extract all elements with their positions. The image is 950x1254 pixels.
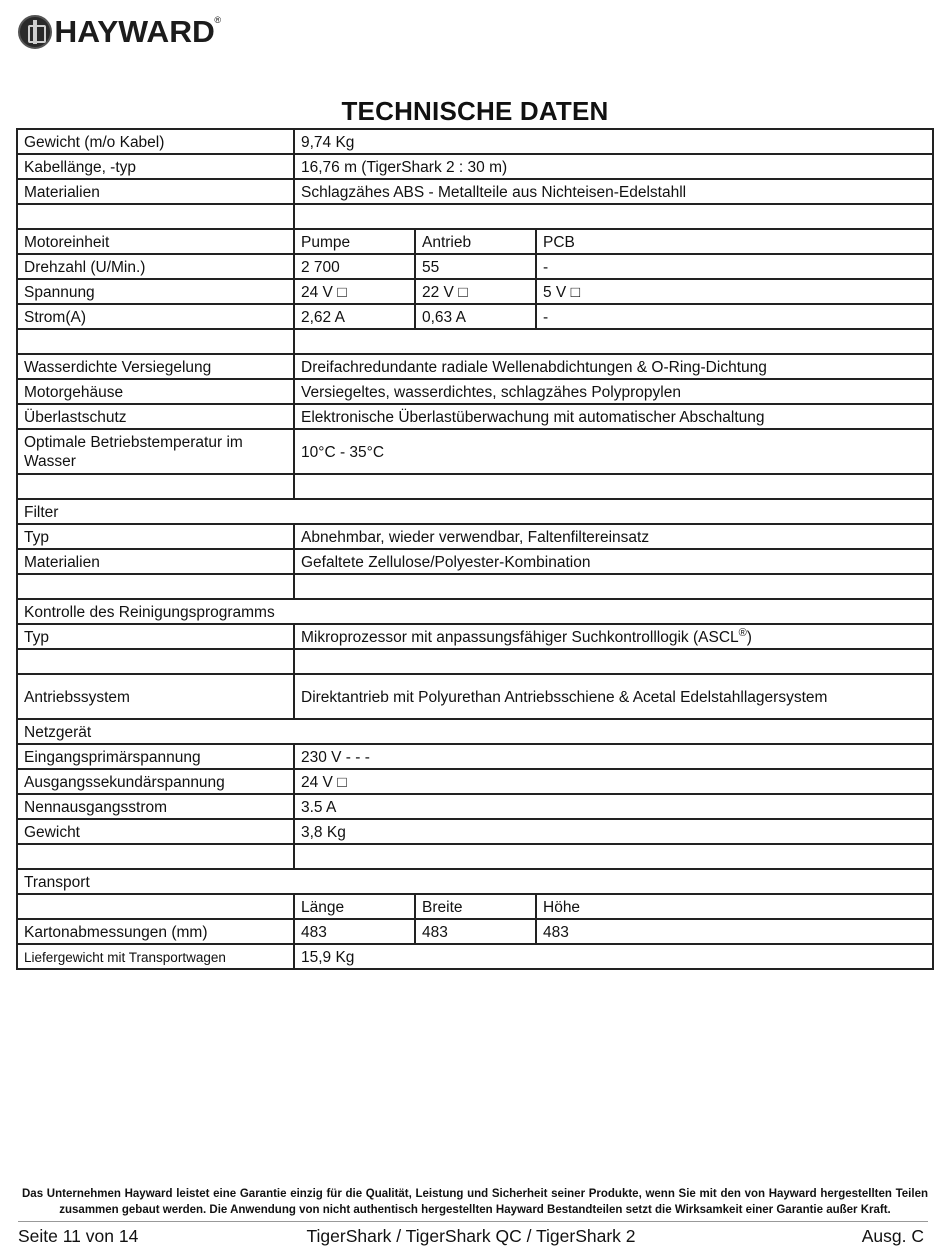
table-row <box>17 254 933 279</box>
table-row <box>17 354 933 379</box>
column-header: PCB <box>536 229 933 254</box>
spec-label: Liefergewicht mit Transportwagen <box>17 944 294 969</box>
spec-value: 55 <box>415 254 536 279</box>
table-row <box>17 769 933 794</box>
spec-value: 22 V □ <box>415 279 536 304</box>
spacer-row <box>17 574 933 599</box>
column-header: Antrieb <box>415 229 536 254</box>
spec-value: 0,63 A <box>415 304 536 329</box>
spec-value: 16,76 m (TigerShark 2 : 30 m) <box>294 154 933 179</box>
spec-value: 15,9 Kg <box>294 944 933 969</box>
spec-label: Spannung <box>17 279 294 304</box>
table-row <box>17 154 933 179</box>
table-row <box>17 819 933 844</box>
section-title: Netzgerät <box>17 719 933 744</box>
spec-value: 9,74 Kg <box>294 129 933 154</box>
spacer-row <box>17 329 933 354</box>
brand-name: HAYWARD <box>54 14 215 49</box>
spec-label: Ausgangssekundärspannung <box>17 769 294 794</box>
spec-label: Optimale Betriebstemperatur im Wasser <box>17 429 294 474</box>
spec-value <box>294 624 933 649</box>
hayward-logo <box>18 14 221 50</box>
table-row <box>17 304 933 329</box>
page-title: TECHNISCHE DATEN <box>341 96 609 126</box>
section-row <box>17 869 933 894</box>
section-title: Kontrolle des Reinigungsprogramms <box>17 599 933 624</box>
spec-label: Materialien <box>17 549 294 574</box>
spec-label: Überlastschutz <box>17 404 294 429</box>
spec-label: Typ <box>17 524 294 549</box>
section-row <box>17 719 933 744</box>
section-title: Filter <box>17 499 933 524</box>
table-row <box>17 179 933 204</box>
spec-value: - <box>536 254 933 279</box>
spec-label: Motoreinheit <box>17 229 294 254</box>
spec-label: Kabellänge, -typ <box>17 154 294 179</box>
spec-label: Motorgehäuse <box>17 379 294 404</box>
table-row <box>17 624 933 649</box>
spec-value: 230 V ‐ ‐ ‐ <box>294 744 933 769</box>
column-header: Pumpe <box>294 229 415 254</box>
spec-label: Kartonabmessungen (mm) <box>17 919 294 944</box>
footer-divider <box>18 1221 928 1222</box>
section-title: Transport <box>17 869 933 894</box>
table-row <box>17 674 933 719</box>
spec-value: 24 V □ <box>294 279 415 304</box>
hayward-logo-icon <box>18 15 52 49</box>
spec-value-close: ) <box>746 628 752 646</box>
table-row <box>17 549 933 574</box>
section-row <box>17 499 933 524</box>
spec-value: 2 700 <box>294 254 415 279</box>
spec-value: Elektronische Überlastüberwachung mit automatischer Abschaltung <box>294 404 933 429</box>
spec-label: Eingangsprimärspannung <box>17 744 294 769</box>
table-row <box>17 129 933 154</box>
spec-label: Materialien <box>17 179 294 204</box>
spec-label: Nennausgangsstrom <box>17 794 294 819</box>
spec-value-text: Mikroprozessor mit anpassungsfähiger Suchkontrolllogik (ASCL <box>301 628 739 646</box>
table-row <box>17 279 933 304</box>
spec-value: 24 V □ <box>294 769 933 794</box>
spec-value: 483 <box>294 919 415 944</box>
column-header <box>17 894 294 919</box>
column-header: Höhe <box>536 894 933 919</box>
product-name: TigerShark / TigerShark QC / TigerShark 2 <box>306 1226 636 1246</box>
spec-value: Gefaltete Zellulose/Polyester-Kombination <box>294 549 933 574</box>
brand-registered-mark: ® <box>214 15 221 25</box>
spec-value: Direktantrieb mit Polyurethan Antriebsschiene & Acetal Edelstahllagersystem <box>294 674 933 719</box>
spec-value: Schlagzähes ABS - Metallteile aus Nichteisen-Edelstahll <box>294 179 933 204</box>
spec-value: Dreifachredundante radiale Wellenabdichtungen & O-Ring-Dichtung <box>294 354 933 379</box>
spacer-row <box>17 204 933 229</box>
spec-value: 483 <box>415 919 536 944</box>
table-row <box>17 944 933 969</box>
spec-value: Abnehmbar, wieder verwendbar, Faltenfiltereinsatz <box>294 524 933 549</box>
spec-label: Gewicht (m/o Kabel) <box>17 129 294 154</box>
spec-value: 483 <box>536 919 933 944</box>
page-number: Seite 11 von 14 <box>18 1226 139 1246</box>
page-footer <box>18 1226 924 1248</box>
section-row <box>17 599 933 624</box>
spec-value: 3.5 A <box>294 794 933 819</box>
spec-label: Typ <box>17 624 294 649</box>
edition-label: Ausg. C <box>861 1226 924 1246</box>
table-row <box>17 744 933 769</box>
table-row <box>17 894 933 919</box>
table-row <box>17 794 933 819</box>
spec-label: Drehzahl (U/Min.) <box>17 254 294 279</box>
spacer-row <box>17 844 933 869</box>
table-row <box>17 229 933 254</box>
table-row <box>17 404 933 429</box>
column-header: Länge <box>294 894 415 919</box>
spec-value: 5 V □ <box>536 279 933 304</box>
spec-value: Versiegeltes, wasserdichtes, schlagzähes Polypropylen <box>294 379 933 404</box>
spec-label: Strom(A) <box>17 304 294 329</box>
table-row <box>17 919 933 944</box>
table-row <box>17 524 933 549</box>
spec-table <box>16 128 934 970</box>
column-header: Breite <box>415 894 536 919</box>
spec-value: 3,8 Kg <box>294 819 933 844</box>
spec-label: Antriebssystem <box>17 674 294 719</box>
spacer-row <box>17 474 933 499</box>
spec-label: Gewicht <box>17 819 294 844</box>
spec-value: 2,62 A <box>294 304 415 329</box>
registered-mark: ® <box>738 626 747 639</box>
warranty-note: Das Unternehmen Hayward leistet eine Garantie einzig für die Qualität, Leistung und Sicherheit seiner Produkte, wenn Sie mit den von Hayward hergestellten Teilen zusammen gebaut werden. Die Anwendung von nicht authentisch hergestellten Hayward Bestandteilen setzt die Wirksamkeit einer Garantie außer Kraft. <box>22 1188 928 1216</box>
spec-value: 10°C - 35°C <box>294 429 933 474</box>
spec-value: - <box>536 304 933 329</box>
table-row <box>17 379 933 404</box>
spec-label: Wasserdichte Versiegelung <box>17 354 294 379</box>
spacer-row <box>17 649 933 674</box>
table-row <box>17 429 933 474</box>
